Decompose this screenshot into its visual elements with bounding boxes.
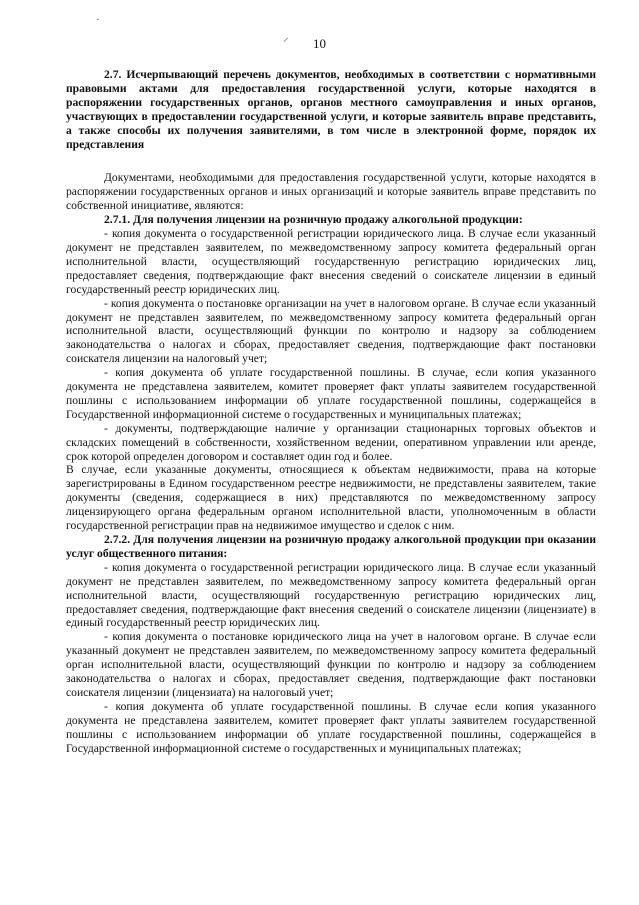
list-item: - копия документа об уплате государственной пошлины. В случае если копия указанного документа не представлена заявителем, комитет проверяет факт уплаты заявителем государственной пошлины с использованием информации об уплате государственной пошлины, содержащейся в Государственной информационной системе о государственных и муниципальных платежах; — [66, 699, 596, 755]
list-item: - копия документа о постановке юридического лица на учет в налоговом органе. В случае если указанный документ не представлен заявителем, по межведомственному запросу комитета федеральный орган исполнительной власти, осуществляющий функции по контролю и надзору за соблюдением законодательства о налогах и сборах, предоставляет сведения, подтверждающие факт постановки соискателя лицензии (лицензиата) на налоговый учет; — [66, 630, 596, 699]
subsection-title-271: 2.7.1. Для получения лицензии на розничную продажу алкогольной продукции: — [104, 213, 523, 227]
list-item: - копия документа об уплате государственной пошлины. В случае, если копия указанного документа не представлена заявителем, комитет проверяет факт уплаты заявителем государственной пошлины с использованием информации об уплате государственной пошлины, содержащейся в Государственной информационной системе о государственных и муниципальных платежах; — [66, 366, 596, 421]
scan-stroke-mark: ⸝ — [283, 32, 289, 44]
document-body — [66, 68, 596, 756]
list-item: - документы, подтверждающие наличие у организации стационарных торговых объектов и складских помещений в собственности, хозяйственном ведении, оперативном управлении или аренде, срок которой определен договором и составляет один год и более. — [66, 421, 596, 463]
real-estate-note: В случае, если указанные документы, относящиеся к объектам недвижимости, права на которые зарегистрированы в Едином государственном реестре недвижимости, не представлены заявителем, такие документы (сведения, содержащиеся в них) представляются по межведомственному запросу лицензирующего органа федеральным органом исполнительной власти, уполномоченным в области государственной регистрации прав на недвижимое имущество и сделок с ним. — [66, 463, 596, 533]
page-number: 10 — [313, 36, 326, 51]
list-item: - копия документа о государственной регистрации юридического лица. В случае если указанный документ не представлен заявителем, по межведомственному запросу комитета федеральный орган исполнительной власти, осуществляющий государственную регистрацию юридических лиц, предоставляет сведения, подтверждающие факт внесения сведений о соискателе лицензии в единый государственный реестр юридических лиц. — [66, 227, 596, 296]
scan-dot-mark: · — [96, 14, 100, 26]
list-item: - копия документа о государственной регистрации юридического лица. В случае если указанный документ не представлен заявителем, по межведомственному запросу комитета федеральный орган исполнительной власти, осуществляющий государственную регистрацию юридических лиц, предоставляет сведения, подтверждающие факт внесения сведений о соискателе лицензии (лицензиате) в единый государственный реестр юридических лиц. — [66, 560, 596, 630]
section-heading: 2.7. Исчерпывающий перечень документов, необходимых в соответствии с нормативными правовыми актами для предоставления государственной услуги, которые находятся в распоряжении государственных органов, органов местного самоуправления и иных органов, участвующих в предоставлении государственной услуги, и которые заявитель вправе представить, а также способы их получения заявителями, в том числе в электронной форме, порядок их представления — [66, 68, 596, 151]
intro-paragraph: Документами, необходимыми для предоставления государственной услуги, которые находятся в распоряжении государственных органов и иных организаций и которые заявитель вправе представить по собственной инициативе, являются: — [66, 171, 596, 213]
list-item: - копия документа о постановке организации на учет в налоговом органе. В случае если указанный документ не представлен заявителем, по межведомственному запросу комитета федеральный орган исполнительной власти, осуществляющий функции по контролю и надзору за соблюдением законодательства о налогах и сборах, предоставляет сведения, подтверждающие факт постановки соискателя лицензии на налоговый учет; — [66, 296, 596, 366]
subsection-title-272: 2.7.2. Для получения лицензии на розничную продажу алкогольной продукции при оказании услуг общественного питания: — [66, 533, 596, 560]
